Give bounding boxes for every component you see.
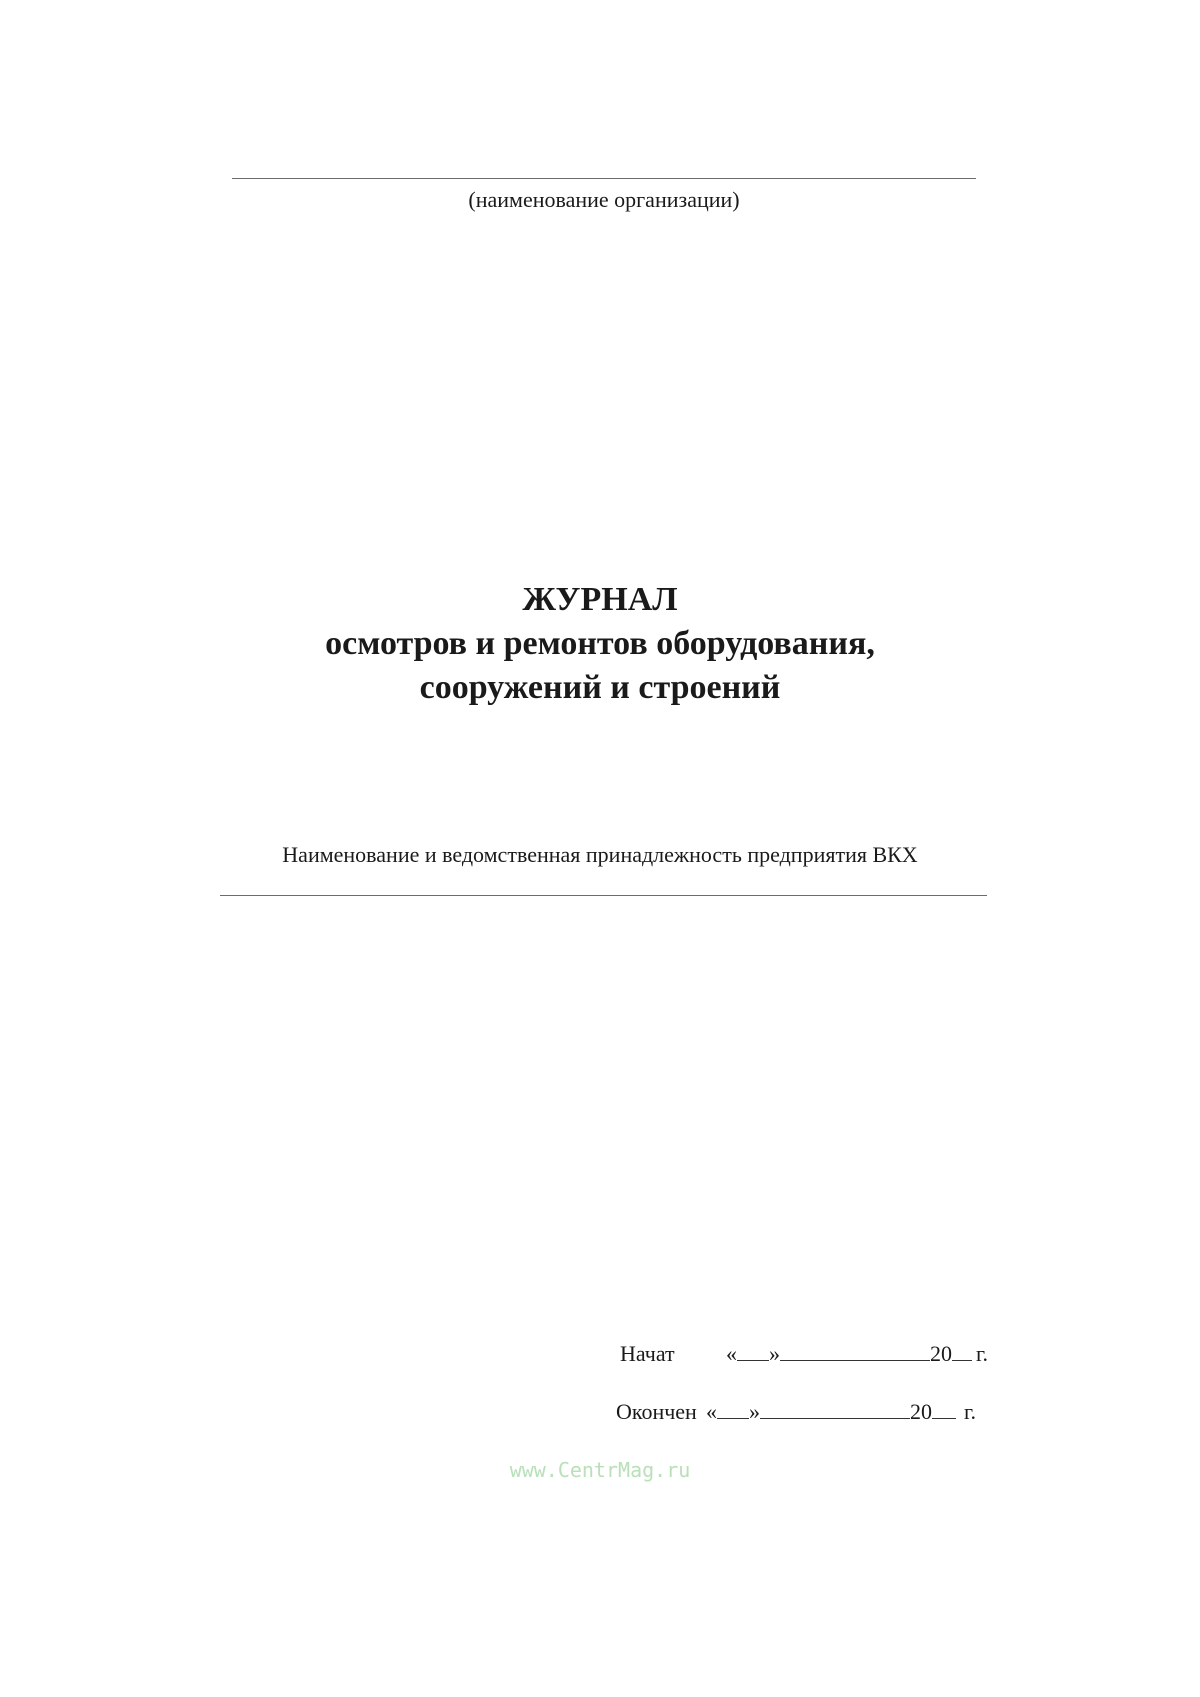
- end-year-prefix: 20: [910, 1399, 932, 1424]
- title-line-1: ЖУРНАЛ: [522, 581, 678, 618]
- site-watermark: www.CentrMag.ru: [509, 1458, 691, 1482]
- start-date-row: [620, 1340, 988, 1368]
- end-label: Окончен: [616, 1399, 697, 1424]
- end-year-suffix: г.: [964, 1399, 977, 1424]
- end-close-quote: »: [749, 1399, 760, 1424]
- end-open-quote: «: [706, 1399, 717, 1424]
- start-month-blank: [780, 1340, 930, 1361]
- enterprise-name-line: [220, 895, 987, 896]
- end-month-blank: [760, 1398, 910, 1419]
- organization-name-line: [232, 178, 976, 179]
- title-line-2: осмотров и ремонтов оборудования,: [325, 625, 875, 662]
- end-year-blank: [932, 1398, 956, 1419]
- journal-title: [150, 578, 1050, 710]
- end-date-row: [616, 1398, 976, 1426]
- enterprise-caption: Наименование и ведомственная принадлежность предприятия ВКХ: [282, 842, 918, 867]
- start-open-quote: «: [726, 1341, 737, 1366]
- title-line-3: сооружений и строений: [419, 669, 781, 706]
- end-day-blank: [717, 1398, 749, 1419]
- start-year-blank: [952, 1340, 972, 1361]
- start-label: Начат: [620, 1341, 675, 1366]
- start-close-quote: »: [769, 1341, 780, 1366]
- start-year-suffix: г.: [976, 1341, 989, 1366]
- start-day-blank: [737, 1340, 769, 1361]
- organization-caption: (наименование организации): [468, 187, 740, 212]
- start-year-prefix: 20: [930, 1341, 952, 1366]
